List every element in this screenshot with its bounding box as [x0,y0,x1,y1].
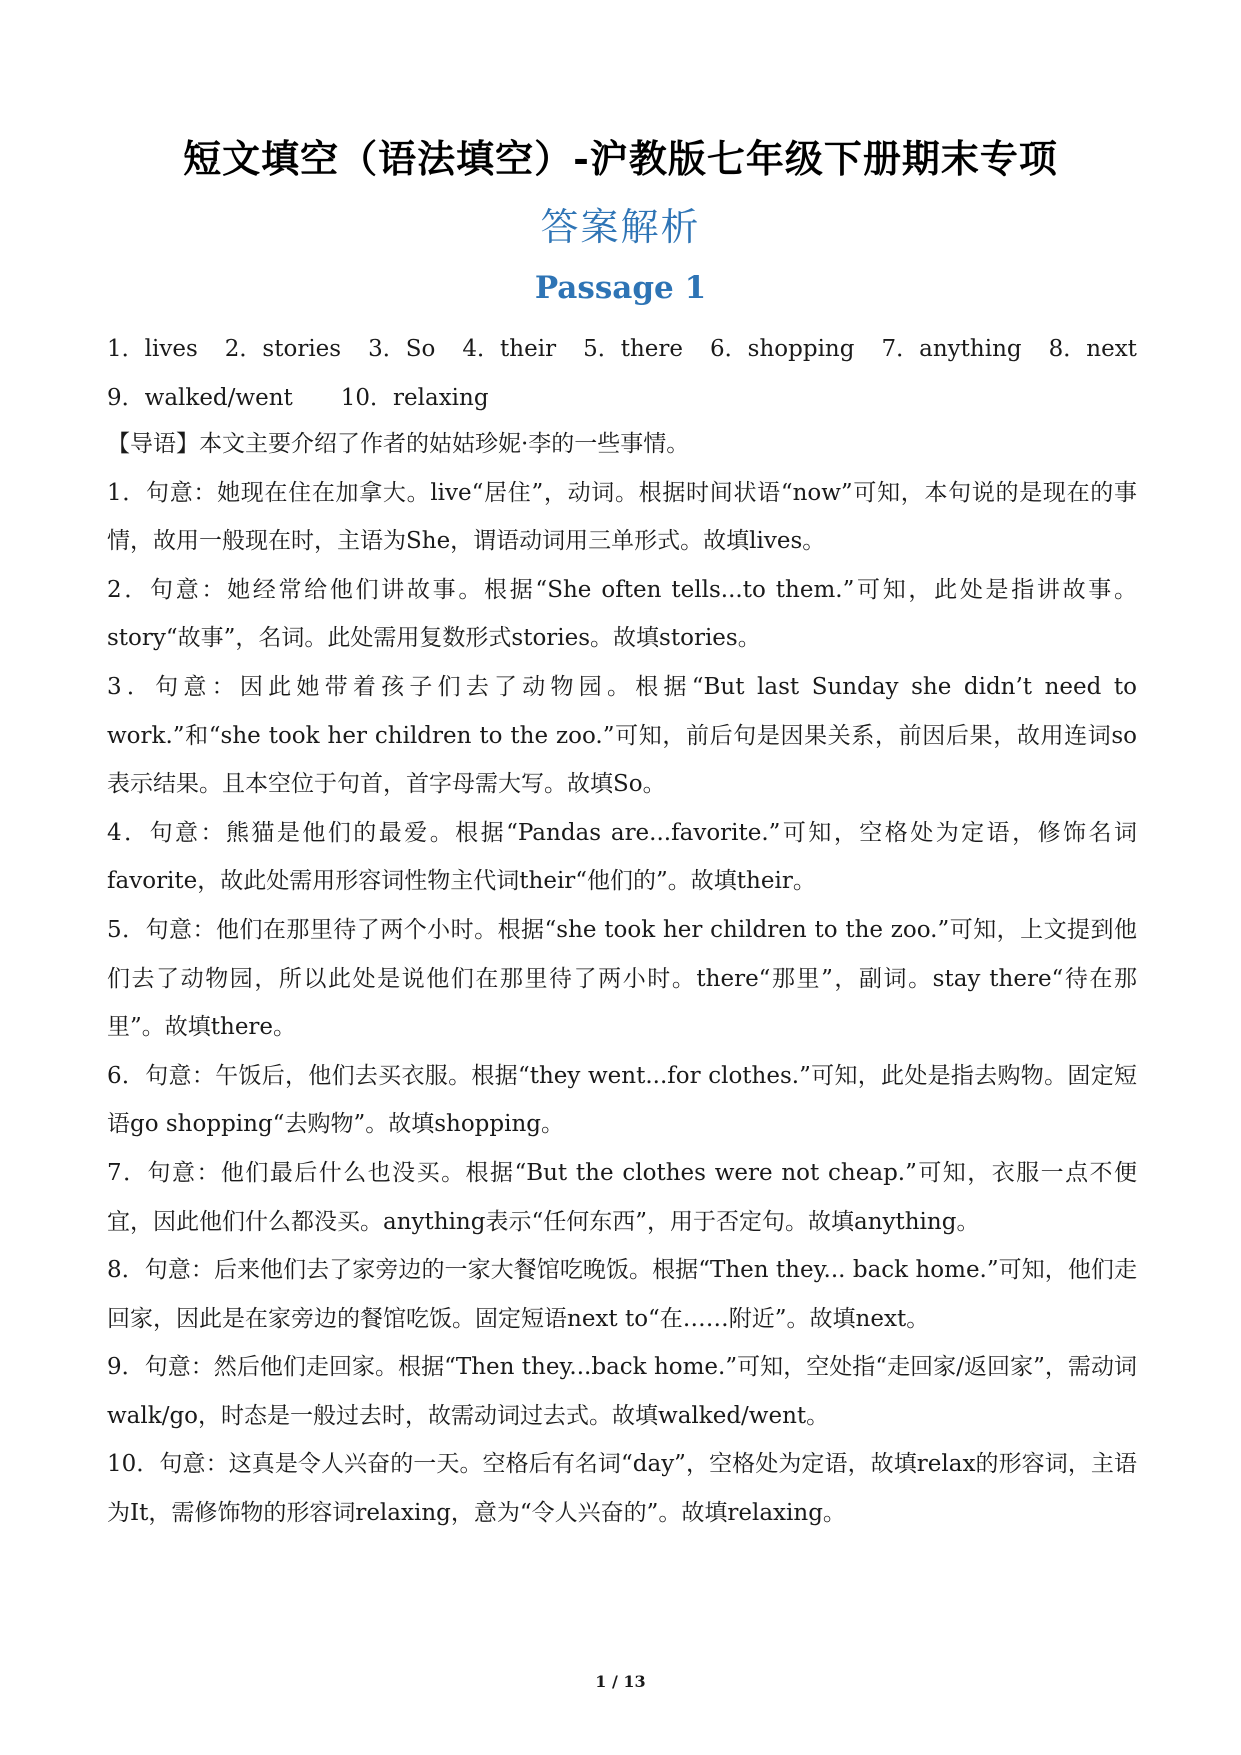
answer-row-1 [107,322,1137,371]
answer-item: 1．lives [107,336,198,362]
answer-key [107,322,1137,420]
answer-item: 10．relaxing [340,385,489,411]
answer-item: 5．there [583,336,683,362]
answer-item: 8．next [1048,336,1137,362]
explanation-paragraph: 2．句意：她经常给他们讲故事。根据“She often tells...to them.”可知，此处是指讲故事。story“故事”，名词。此处需用复数形式stories。故填stories。 [107,576,1137,652]
explanation-paragraph: 5．句意：他们在那里待了两个小时。根据“she took her children to the zoo.”可知，上文提到他们去了动物园，所以此处是说他们在那里待了两小时。there“那里”，副词。stay there“待在那里”。故填there。 [107,916,1137,1041]
explanation-body [107,420,1137,1538]
answer-item: 6．shopping [710,336,855,362]
explanation-paragraph: 1．句意：她现在住在加拿大。live“居住”，动词。根据时间状语“now”可知，本句说的是现在的事情，故用一般现在时，主语为She，谓语动词用三单形式。故填lives。 [107,479,1137,555]
document-subtitle: 答案解析 [540,205,701,249]
explanation-paragraph: 10．句意：这真是令人兴奋的一天。空格后有名词“day”，空格处为定语，故填relax的形容词，主语为It，需修饰物的形容词relaxing，意为“令人兴奋的”。故填relaxing。 [107,1451,1137,1527]
intro-paragraph: 【导语】本文主要介绍了作者的姑姑珍妮·李的一些事情。 [107,431,690,457]
explanation-paragraph: 8．句意：后来他们去了家旁边的一家大餐馆吃晚饭。根据“Then they... back home.”可知，他们走回家，因此是在家旁边的餐馆吃饭。固定短语next to“在……附近”。故填next。 [107,1257,1137,1332]
answer-item: 4．their [462,336,557,362]
explanation-paragraph: 3．句意：因此她带着孩子们去了动物园。根据“But last Sunday she didn’t need to work.”和“she took her children to the zoo.”可知，前后句是因果关系，前因后果，故用连词so表示结果。且本空位于句首，首字母需大写。故填So。 [107,673,1137,798]
answer-item: 3．So [368,336,436,362]
page-number: 1 / 13 [595,1672,646,1691]
explanation-paragraph: 6．句意：午饭后，他们去买衣服。根据“they went...for clothes.”可知，此处是指去购物。固定短语go shopping“去购物”。故填shopping。 [107,1062,1137,1138]
explanation-paragraph: 4．句意：熊猫是他们的最爱。根据“Pandas are...favorite.”可知，空格处为定语，修饰名词favorite，故此处需用形容词性物主代词their“他们的”。故填their。 [107,819,1137,895]
explanation-paragraph: 7．句意：他们最后什么也没买。根据“But the clothes were not cheap.”可知，衣服一点不便宜，因此他们什么都没买。anything表示“任何东西”，用于否定句。故填anything。 [107,1159,1137,1235]
document-title: 短文填空（语法填空）-沪教版七年级下册期末专项 [183,136,1058,181]
explanation-paragraph: 9．句意：然后他们走回家。根据“Then they...back home.”可知，空处指“走回家/返回家”，需动词walk/go，时态是一般过去时，故需动词过去式。故填walked/went。 [107,1354,1137,1429]
passage-heading: Passage 1 [534,270,707,306]
answer-item: 2．stories [224,336,342,362]
answer-item: 9．walked/went [107,385,293,411]
answer-item: 7．anything [881,336,1022,362]
answer-row-2 [107,371,1137,420]
